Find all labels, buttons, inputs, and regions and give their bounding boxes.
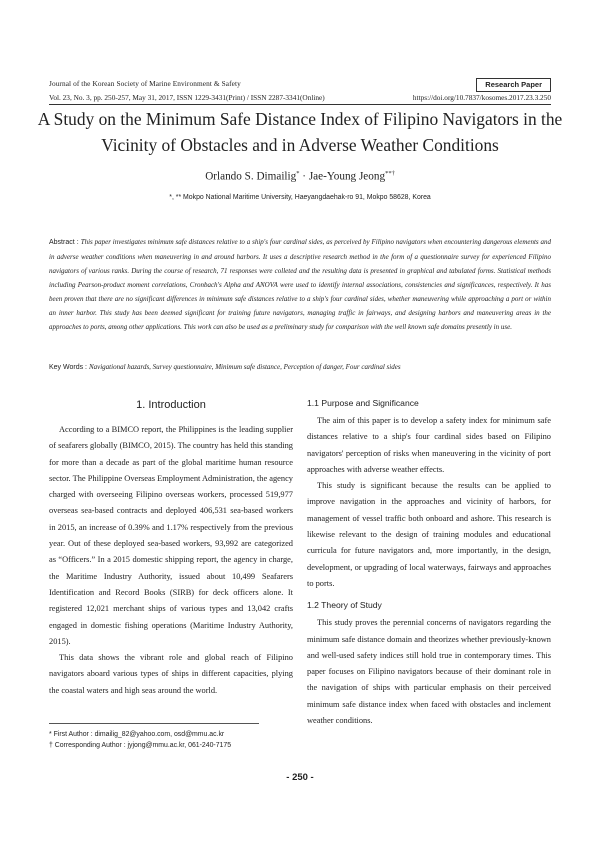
intro-paragraph: According to a BIMCO report, the Philippines is the leading supplier of seafarers globally (BIMCO, 2015). The country has held this standing for more than a decade as part of the global maritime human resource sector. The Philippine Overseas Employment Administration, the agency charged with overseeing Filipino overseas workers, processed 519,977 overseas sea-based contracts and deployed 406,531 sea-based workers in 2015, an increase of 0.39% and 1.17% respectively from the previous year. Out of these deployed sea-based workers, 93,992 are categorized as “Officers.” In a 2015 domestic shipping report, the agency in charge, the Maritime Industry Authority, issued about 10,499 Seafarers Identification and Record Books (SIRB) for deck officers alone. It registered 12,021 merchant ships of various types and 13,042 crafts engaged in domestic fishing operations (Maritime Industry Authority, 2015). — [49, 425, 293, 646]
volume-info: Vol. 23, No. 3, pp. 250-257, May 31, 2017, ISSN 1229-3431(Print) / ISSN 2287-3341(Online) — [49, 93, 325, 102]
page-number: - 250 - — [286, 772, 314, 783]
section-heading-purpose: 1.1 Purpose and Significance — [307, 398, 419, 408]
author-2-mark: **† — [385, 170, 395, 177]
doi-link[interactable]: https://doi.org/10.7837/kosomes.2017.23.3.250 — [412, 93, 551, 102]
abstract-text: This paper investigates minimum safe distances relative to a ship's four cardinal sides, as perceived by Filipino navigators when encountering dangerous elements and in adverse weather conditions when maneuvering in and around harbors. It uses a descriptive research method in the form of a questionnaire survey for experienced Filipino navigators of various ranks. During the course of research, 71 responses were colleted and the resulting data is presented in graphical and tabulated forms. Statistical methods including Pearson-product moment correlations, Cronbach's Alpha and ANOVA were used to identify internal associations, consistencies and significances, respectively. It has been proven that there are no significant differences in minimum safe distances relative to a ship's four cardinal sides, whether maneuvering while approaching a port or within an inner harbor. This study has been deemed significant for training future navigators, managing traffic in fairways, and designing harbors and maneuvering areas in the approaches to ports, among other applications. This work can also be used as a preliminary study for comparison with the well known safe domains presently in use. — [49, 238, 551, 331]
header-divider — [49, 104, 551, 105]
section-heading-introduction: 1. Introduction — [136, 399, 206, 411]
keywords-text: Navigational hazards, Survey questionnaire, Minimum safe distance, Perception of danger, Four cardinal sides — [88, 363, 401, 371]
footnote-first-author: * First Author : dimailig_82@yahoo.com, osd@mmu.ac.kr — [49, 731, 225, 738]
keywords — [49, 363, 551, 371]
affiliation: *, ** Mokpo National Maritime University, Haeyangdaehak-ro 91, Mokpo 58628, Korea — [169, 194, 431, 201]
theory-paragraph: This study proves the perennial concerns of navigators regarding the minimum safe distance domain and theorizes whether previously-known and well-used safety indices still hold true in contemporary times. This paper focuses on Filipino navigators because of their dominant role in the navigation of ships with particular emphasis on their perceived minimum safe distance index when faced with obstacles and inclement weather conditions. — [307, 618, 551, 726]
footnotes — [49, 729, 231, 751]
abstract — [49, 235, 551, 334]
purpose-paragraph: This study is significant because the results can be applied to improve navigation in the approaches and vicinity of harbors, for management of vessel traffic both onboard and ashore. This research is likewise relevant to the design of training modules and educational curricula for future navigators and, more importantly, in the design, development, or upgrading of local waterways, fairways and approaches to ports. — [307, 481, 551, 588]
paper-type-badge: Research Paper — [476, 78, 551, 92]
author-1-mark: * — [296, 170, 300, 177]
footnote-corresponding-author: † Corresponding Author : jyjong@mmu.ac.kr, 061-240-7175 — [49, 742, 232, 749]
left-column — [49, 398, 293, 699]
right-column — [307, 398, 551, 729]
intro-paragraph: This data shows the vibrant role and global reach of Filipino navigators aboard various types of ships in different capacities, plying the coastal waters and high seas around the world. — [49, 653, 293, 695]
keywords-label: Key Words : — [49, 364, 89, 371]
footnote-divider — [49, 723, 259, 724]
section-heading-theory: 1.2 Theory of Study — [307, 600, 382, 611]
author-1-name: Orlando S. Dimailig — [205, 170, 297, 183]
author-separator: · — [299, 170, 309, 183]
author-line — [0, 170, 600, 183]
paper-title: A Study on the Minimum Safe Distance Index of Filipino Navigators in the Vicinity of Obstacles and in Adverse Weather Conditions — [37, 109, 563, 155]
author-2-name: Jae-Young Jeong — [308, 170, 386, 183]
purpose-paragraph: The aim of this paper is to develop a safety index for minimum safe distances relative to a ship's four cardinal sides based on Filipino navigators' perception of risks when maneuvering in the vicinity of port approaches with adverse weather effects. — [307, 416, 551, 474]
journal-name: Journal of the Korean Society of Marine Environment & Safety — [49, 79, 241, 88]
abstract-label: Abstract : — [49, 239, 81, 246]
